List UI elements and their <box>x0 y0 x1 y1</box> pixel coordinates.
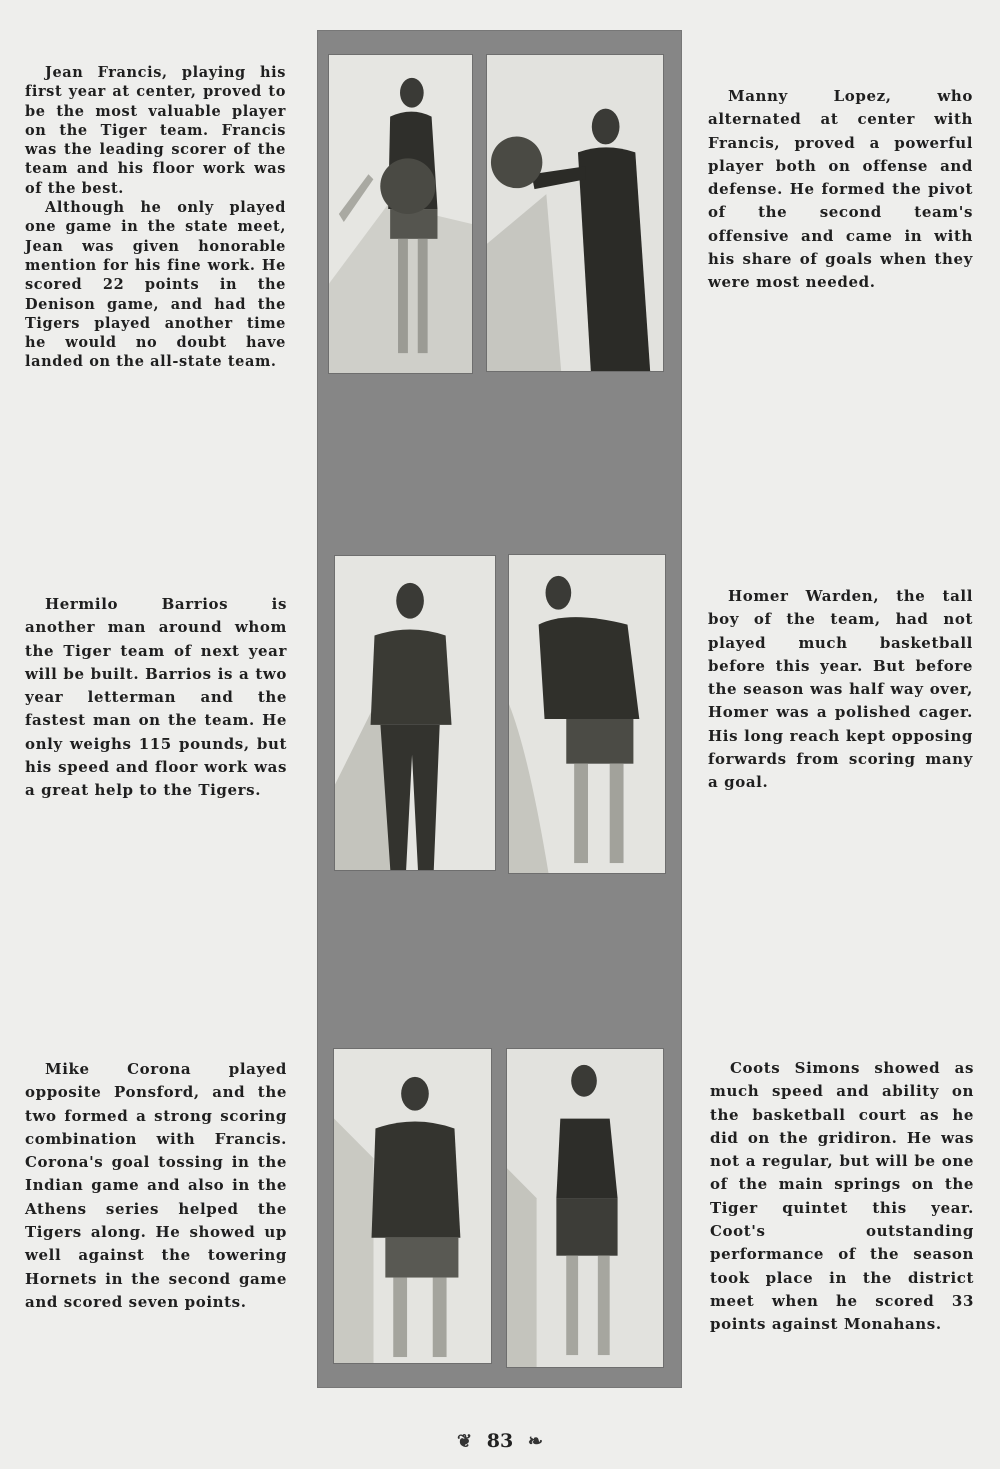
bio-paragraph: Although he only played one game in the state meet, Jean was given honorable mention for his fine work. He scored 22 points in the Denison game, and had the Tigers played another time he would no doubt have landed on the all-state team. <box>25 199 286 371</box>
bio-manny-lopez <box>708 85 973 295</box>
bio-paragraph: Coots Simons showed as much speed and ability on the basketball court as he did on the gridiron. He was not a regular, but will be one of the main springs on the Tiger quintet this year. Coot's outstanding performance of the season took place in the district meet when he scored 33 points against Monahans. <box>710 1059 974 1334</box>
left-ornament-icon: ❦ <box>457 1431 473 1452</box>
photo-mike-corona <box>333 1048 492 1364</box>
right-ornament-icon: ❧ <box>527 1431 543 1452</box>
bio-paragraph: Jean Francis, playing his first year at center, proved to be the most valuable player on the Tiger team. Francis was the leading scorer of the team and his floor work was of the best. <box>25 64 286 197</box>
bio-paragraph: Manny Lopez, who alternated at center with Francis, proved a powerful player both on offense and defense. He formed the pivot of the second team's offensive and came in with his share of goals when they were most needed. <box>708 87 973 292</box>
bio-homer-warden <box>708 585 973 795</box>
bio-hermilo-barrios <box>25 593 287 803</box>
photo-homer-warden <box>508 554 666 874</box>
page-footer <box>0 1430 1000 1452</box>
photo-coots-simons <box>506 1048 664 1368</box>
photo-hermilo-barrios <box>334 555 496 871</box>
photo-manny-lopez <box>486 54 664 372</box>
photo-jean-francis <box>328 54 473 374</box>
bio-paragraph: Homer Warden, the tall boy of the team, had not played much basketball before this year. But before the season was half way over, Homer was a polished cager. His long reach kept opposing forwards from scoring many a goal. <box>708 587 973 792</box>
bio-jean-francis <box>25 63 286 372</box>
page-number: 83 <box>486 1430 514 1452</box>
bio-mike-corona <box>25 1058 287 1314</box>
bio-paragraph: Hermilo Barrios is another man around whom the Tiger team of next year will be built. Barrios is a two year letterman and the fastest man on the team. He only weighs 115 pounds, but his speed and floor work was a great help to the Tigers. <box>25 595 287 800</box>
bio-coots-simons <box>710 1057 974 1337</box>
bio-paragraph: Mike Corona played opposite Ponsford, and the two formed a strong scoring combination with Francis. Corona's goal tossing in the Indian game and also in the Athens series helped the Tigers along. He showed up well against the towering Hornets in the second game and scored seven points. <box>25 1060 287 1311</box>
